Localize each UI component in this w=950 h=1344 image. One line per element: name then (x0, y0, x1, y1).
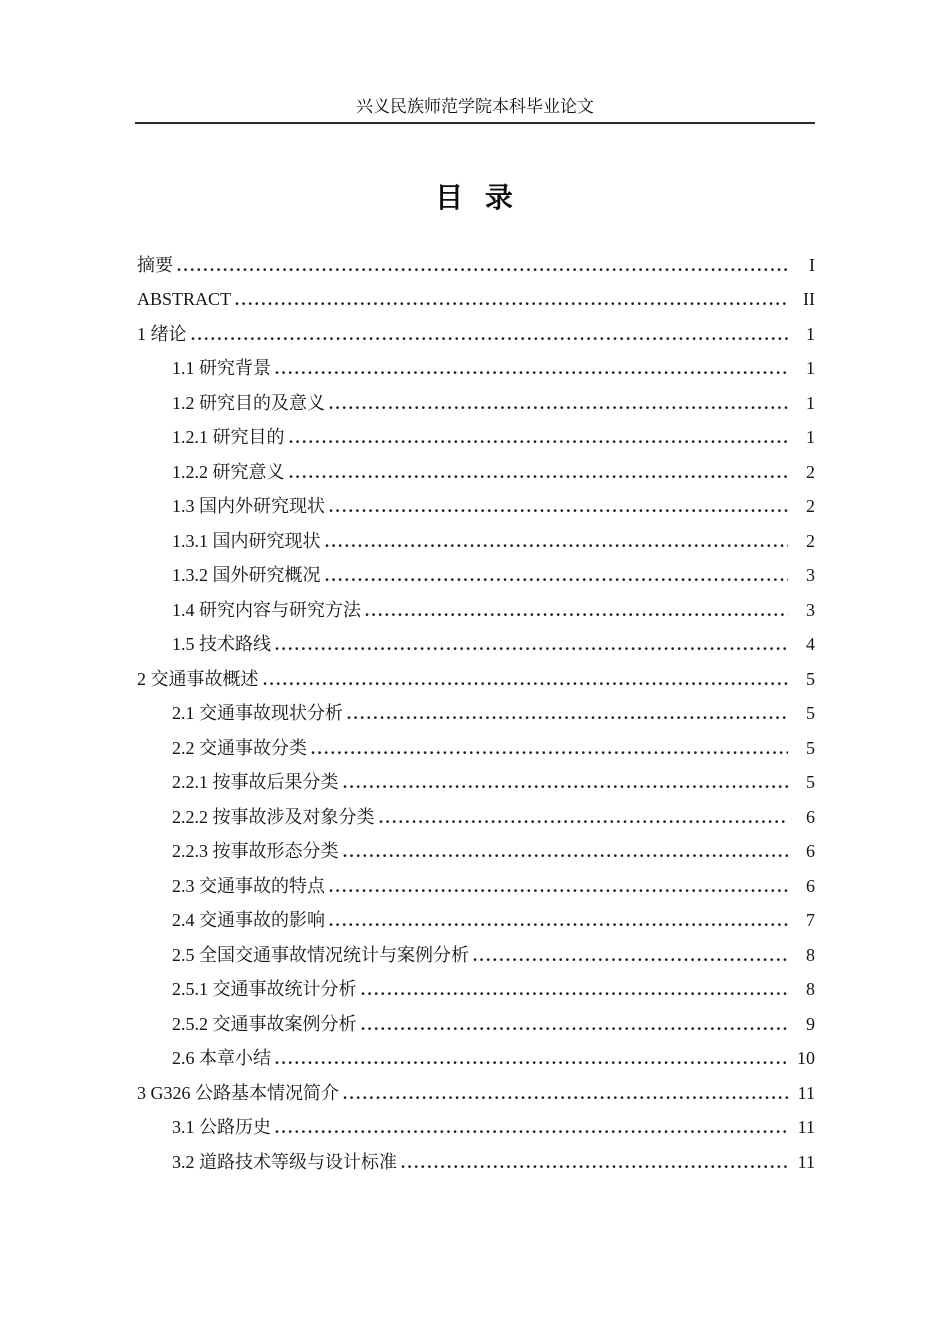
dot-leader (365, 612, 788, 616)
toc-entry-page-number: 6 (806, 806, 815, 827)
toc-entry-page-number: 1 (806, 358, 815, 379)
toc-entry-page-number: 7 (806, 910, 815, 931)
toc-entry[interactable] (137, 290, 815, 309)
toc-entry[interactable] (137, 359, 815, 378)
toc-entry-label: 1.3.2 国外研究概况 (172, 565, 321, 586)
toc-entry[interactable] (137, 1015, 815, 1034)
toc-entry-page-number: 10 (797, 1048, 815, 1069)
toc-entry-label: 1.3.1 国内研究现状 (172, 530, 321, 551)
dot-leader (325, 543, 789, 547)
toc-entry-label: 2.2.2 按事故涉及对象分类 (172, 806, 375, 827)
dot-leader (329, 888, 788, 892)
toc-entry[interactable] (137, 1084, 815, 1103)
toc-entry-label: 1.4 研究内容与研究方法 (172, 599, 361, 620)
dot-leader (347, 715, 788, 719)
toc-entry[interactable] (137, 566, 815, 585)
running-header: 兴义民族师范学院本科毕业论文 (356, 97, 594, 116)
toc-entry-label: 2.3 交通事故的特点 (172, 875, 325, 896)
toc-entry[interactable] (137, 946, 815, 965)
toc-entry[interactable] (137, 1118, 815, 1137)
toc-entry[interactable] (137, 1049, 815, 1068)
dot-leader (275, 1060, 788, 1064)
dot-leader (379, 819, 789, 823)
dot-leader (311, 750, 788, 754)
toc-entry-page-number: 3 (806, 599, 815, 620)
dot-leader (361, 991, 789, 995)
toc-list (137, 256, 815, 1187)
toc-entry-page-number: 9 (806, 1013, 815, 1034)
toc-entry[interactable] (137, 394, 815, 413)
toc-entry-page-number: 1 (806, 323, 815, 344)
dot-leader (275, 646, 788, 650)
toc-entry-label: 1.2 研究目的及意义 (172, 392, 325, 413)
toc-entry-page-number: 5 (806, 703, 815, 724)
toc-entry-page-number: 5 (806, 737, 815, 758)
dot-leader (329, 922, 788, 926)
toc-entry-page-number: 3 (806, 565, 815, 586)
toc-entry-page-number: 2 (806, 496, 815, 517)
toc-entry[interactable] (137, 980, 815, 999)
toc-entry-page-number: 1 (806, 427, 815, 448)
toc-entry-page-number: 11 (797, 1117, 815, 1138)
toc-entry-label: 1.5 技术路线 (172, 634, 271, 655)
toc-entry[interactable] (137, 463, 815, 482)
toc-title: 目 录 (435, 182, 515, 213)
toc-entry-page-number: 6 (806, 841, 815, 862)
toc-entry-label: 2.2 交通事故分类 (172, 737, 307, 758)
toc-entry-label: 2.2.1 按事故后果分类 (172, 772, 339, 793)
dot-leader (289, 439, 789, 443)
dot-leader (263, 681, 789, 685)
dot-leader (235, 301, 788, 305)
toc-entry[interactable] (137, 532, 815, 551)
toc-entry-page-number: 5 (806, 668, 815, 689)
toc-entry-page-number: 8 (806, 944, 815, 965)
toc-entry[interactable] (137, 497, 815, 516)
toc-entry[interactable] (137, 877, 815, 896)
toc-entry-page-number: I (809, 255, 815, 275)
toc-entry-page-number: 1 (806, 392, 815, 413)
toc-entry-label: 2 交通事故概述 (137, 668, 259, 689)
toc-entry-label: 2.5.1 交通事故统计分析 (172, 979, 357, 1000)
dot-leader (289, 474, 789, 478)
toc-entry[interactable] (137, 635, 815, 654)
toc-entry[interactable] (137, 773, 815, 792)
dot-leader (177, 267, 788, 271)
toc-entry-label: 3 G326 公路基本情况简介 (137, 1082, 339, 1103)
toc-entry[interactable] (137, 1153, 815, 1172)
toc-entry[interactable] (137, 911, 815, 930)
dot-leader (343, 1095, 788, 1099)
toc-entry-label: 2.5.2 交通事故案例分析 (172, 1013, 357, 1034)
toc-entry-label: 1 绪论 (137, 323, 187, 344)
dot-leader (329, 508, 788, 512)
dot-leader (329, 405, 788, 409)
dot-leader (361, 1026, 789, 1030)
toc-entry-page-number: 6 (806, 875, 815, 896)
toc-entry-label: ABSTRACT (137, 289, 232, 310)
dot-leader (401, 1164, 788, 1168)
toc-entry[interactable] (137, 670, 815, 689)
toc-entry-label: 2.4 交通事故的影响 (172, 910, 325, 931)
toc-entry-label: 2.1 交通事故现状分析 (172, 703, 343, 724)
header-rule (135, 122, 815, 124)
dot-leader (275, 1129, 788, 1133)
toc-entry-label: 1.2.2 研究意义 (172, 461, 285, 482)
toc-entry[interactable] (137, 704, 815, 723)
toc-entry-label: 1.1 研究背景 (172, 358, 271, 379)
toc-entry[interactable] (137, 739, 815, 758)
dot-leader (343, 784, 789, 788)
dot-leader (191, 336, 789, 340)
dot-leader (343, 853, 789, 857)
toc-entry-page-number: II (803, 289, 815, 310)
toc-entry[interactable] (137, 842, 815, 861)
toc-entry-page-number: 4 (806, 634, 815, 655)
toc-entry-label: 1.2.1 研究目的 (172, 427, 285, 448)
toc-entry[interactable] (137, 256, 815, 275)
toc-entry-page-number: 2 (806, 530, 815, 551)
toc-entry-label: 3.1 公路历史 (172, 1117, 271, 1138)
toc-entry-label: 1.3 国内外研究现状 (172, 496, 325, 517)
toc-entry[interactable] (137, 601, 815, 620)
toc-entry-page-number: 11 (797, 1082, 815, 1103)
toc-entry-label: 2.5 全国交通事故情况统计与案例分析 (172, 944, 469, 965)
toc-entry[interactable] (137, 808, 815, 827)
toc-entry-label: 3.2 道路技术等级与设计标准 (172, 1151, 397, 1172)
dot-leader (325, 577, 789, 581)
toc-entry-label: 2.2.3 按事故形态分类 (172, 841, 339, 862)
toc-entry-page-number: 11 (797, 1151, 815, 1172)
toc-entry-label: 2.6 本章小结 (172, 1048, 271, 1069)
toc-entry-page-number: 8 (806, 979, 815, 1000)
toc-entry[interactable] (137, 428, 815, 447)
toc-entry-page-number: 5 (806, 772, 815, 793)
toc-entry[interactable] (137, 325, 815, 344)
toc-entry-label: 摘要 (137, 255, 173, 275)
toc-entry-page-number: 2 (806, 461, 815, 482)
dot-leader (275, 370, 788, 374)
dot-leader (473, 957, 788, 961)
